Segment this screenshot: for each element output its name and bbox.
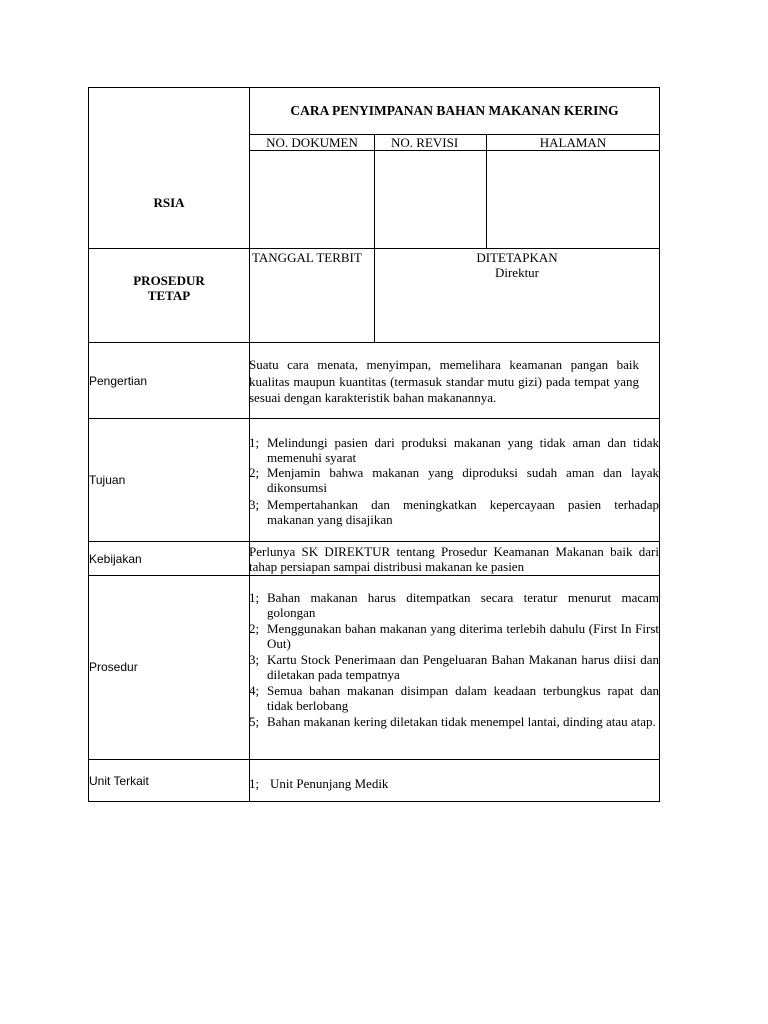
- list-item-text: Menjamin bahwa makanan yang diproduksi sudah aman dan layak dikonsumsi: [267, 465, 659, 495]
- unit-terkait-label: Unit Terkait: [89, 774, 149, 788]
- kebijakan-label: Kebijakan: [89, 552, 142, 566]
- list-item-text: Unit Penunjang Medik: [270, 776, 389, 791]
- list-item-number: 5;: [249, 714, 260, 729]
- list-item: [249, 652, 659, 682]
- list-item-number: 4;: [249, 683, 260, 698]
- rsia-row-bottom: [88, 248, 660, 249]
- list-item: [249, 776, 659, 791]
- header-divider-2: [486, 134, 487, 248]
- list-item-number: 3;: [249, 652, 260, 667]
- list-item-text: Melindungi pasien dari produksi makanan yang tidak aman dan tidak memenuhi syarat: [267, 435, 659, 465]
- list-item-number: 1;: [249, 435, 260, 450]
- document-title: CARA PENYIMPANAN BAHAN MAKANAN KERING: [290, 103, 619, 118]
- ditetapkan-label: DITETAPKAN: [476, 250, 558, 265]
- pengertian-label: Pengertian: [89, 374, 148, 388]
- kebijakan-text: Perlunya SK DIREKTUR tentang Prosedur Keamanan Makanan baik dari tahap persiapan sampai distribusi makanan ke pasien: [249, 544, 659, 574]
- list-item-text: Semua bahan makanan disimpan dalam keadaan terbungkus rapat dan tidak berlobang: [267, 683, 659, 713]
- document-type: [89, 273, 249, 303]
- halaman-header: HALAMAN: [539, 135, 607, 150]
- list-item-text: Menggunakan bahan makanan yang diterima terlebih dahulu (First In First Out): [267, 621, 659, 651]
- list-item-number: 1;: [249, 776, 260, 791]
- protap-row-bottom: [88, 342, 660, 343]
- table-border-bottom: [88, 801, 660, 802]
- list-item: [249, 435, 659, 465]
- list-item-text: Kartu Stock Penerimaan dan Pengeluaran Bahan Makanan harus diisi dan diletakan pada tempatnya: [267, 652, 659, 682]
- institution-name: RSIA: [153, 195, 185, 210]
- prosedur-row-bottom: [88, 759, 660, 760]
- pengertian-row-bottom: [88, 418, 660, 419]
- tujuan-row-bottom: [88, 541, 660, 542]
- tanggal-terbit-label: TANGGAL TERBIT: [252, 250, 362, 265]
- list-item: [249, 621, 659, 651]
- list-item-number: 2;: [249, 465, 260, 480]
- no-revisi-header: NO. REVISI: [391, 135, 459, 150]
- list-item: [249, 465, 659, 495]
- table-border-right: [659, 87, 660, 801]
- list-item: [249, 683, 659, 713]
- table-border-top: [88, 87, 660, 88]
- tujuan-label: Tujuan: [89, 473, 126, 487]
- list-item-number: 2;: [249, 621, 260, 636]
- list-item-text: Mempertahankan dan meningkatkan kepercayaan pasien terhadap makanan yang disajikan: [267, 497, 659, 527]
- prosedur-label: Prosedur: [89, 660, 138, 674]
- list-item-text: Bahan makanan kering diletakan tidak menempel lantai, dinding atau atap.: [267, 714, 656, 729]
- no-dokumen-header: NO. DOKUMEN: [266, 135, 358, 150]
- list-item-text: Bahan makanan harus ditempatkan secara teratur menurut macam golongan: [267, 590, 659, 620]
- list-item-number: 3;: [249, 497, 260, 512]
- list-item: [249, 590, 659, 620]
- list-item: [249, 714, 659, 729]
- list-item-number: 1;: [249, 590, 260, 605]
- document-type-text: PROSEDUR TETAP: [133, 273, 205, 303]
- column-header-row-bottom: [249, 150, 660, 151]
- direktur-label: Direktur: [494, 265, 540, 280]
- list-item: [249, 497, 659, 527]
- header-divider-1: [374, 134, 375, 342]
- kebijakan-row-bottom: [88, 575, 660, 576]
- pengertian-text: Suatu cara menata, menyimpan, memelihara keamanan pangan baik kualitas maupun kuantitas (termasuk standar mutu gizi) pada tempat yang sesuai dengan karakteristik bahan makanannya.: [249, 357, 639, 405]
